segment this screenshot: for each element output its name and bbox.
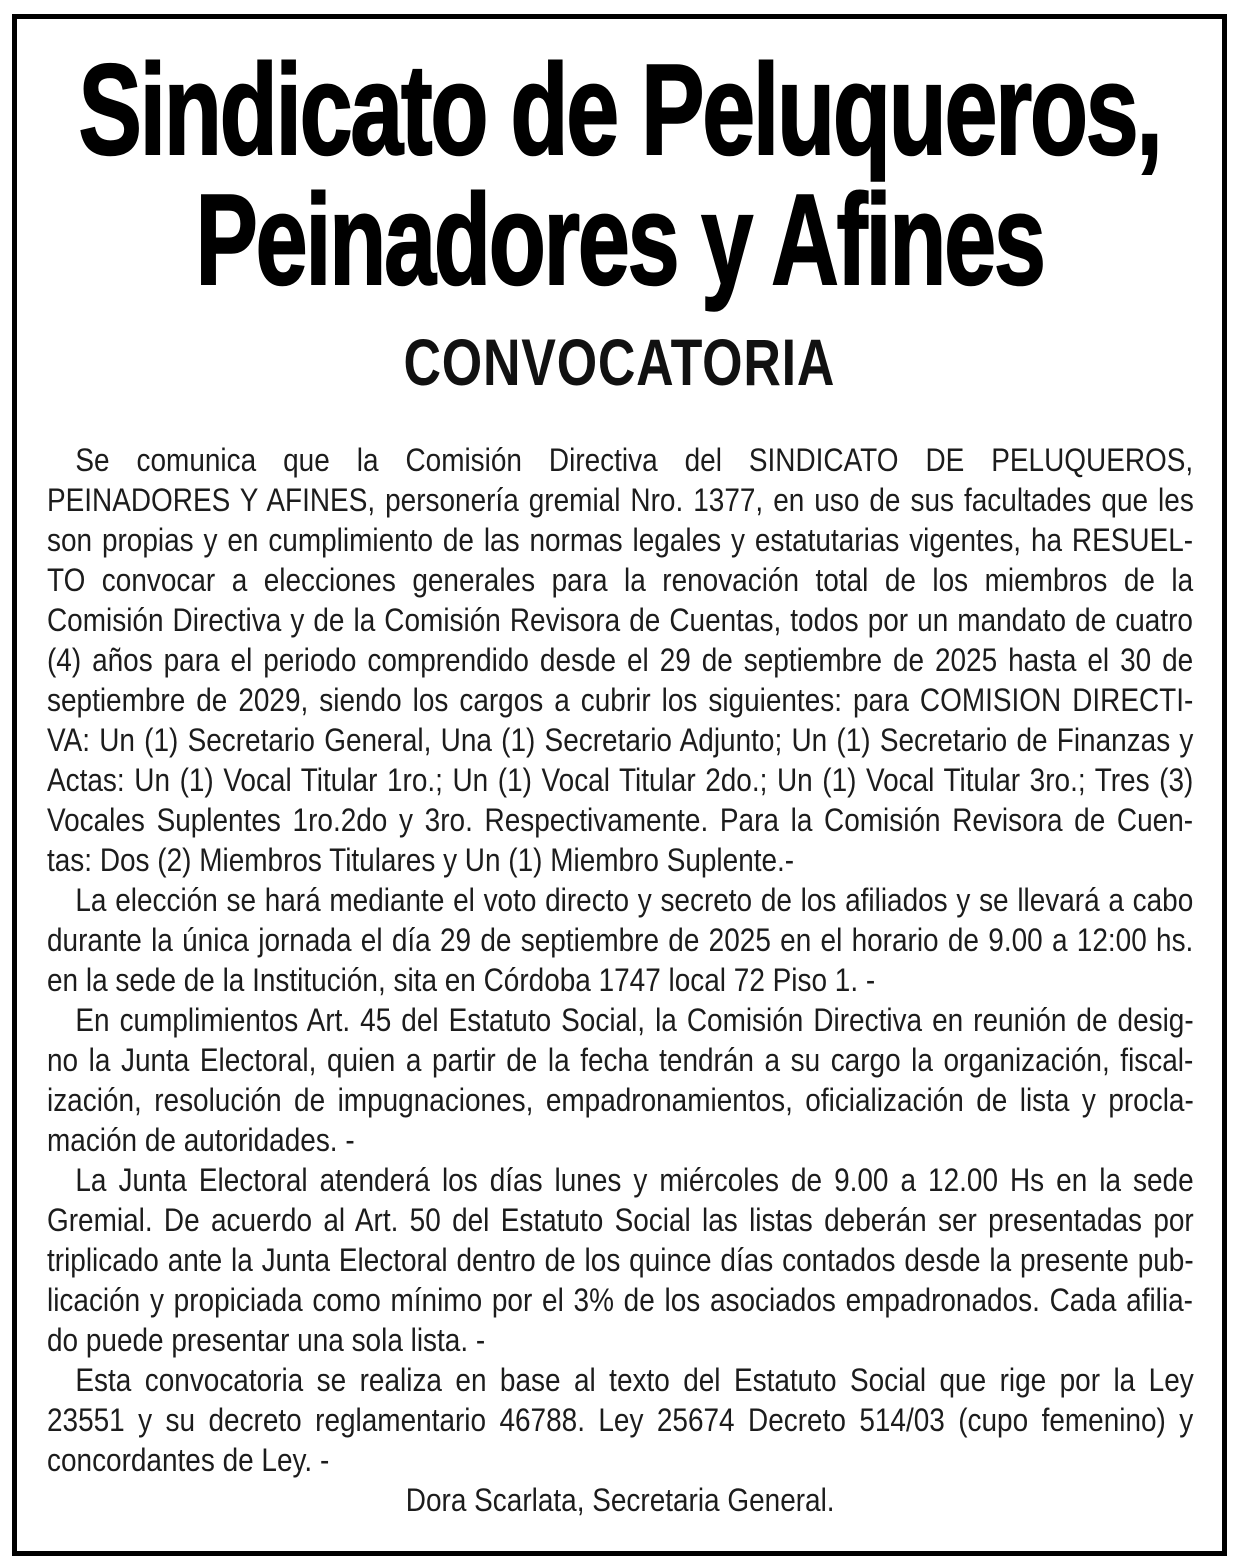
body-line bbox=[47, 640, 1193, 680]
body-line-text: (4) años para el periodo comprendido desde el 29 de septiembre de 2025 hasta el 30 de bbox=[47, 642, 1194, 678]
body-line bbox=[47, 1240, 1193, 1280]
body-line bbox=[47, 720, 1193, 760]
body-line bbox=[47, 1160, 1193, 1200]
body-line bbox=[47, 880, 1193, 920]
body-line-text: PEINADORES Y AFINES, personería gremial Nro. 1377, en uso de sus facultades que les bbox=[47, 482, 1194, 518]
body-line bbox=[47, 1080, 1193, 1120]
body-line-text: triplicado ante la Junta Electoral dentro de los quince días contados desde la presente pub- bbox=[47, 1242, 1194, 1278]
body-line bbox=[47, 1200, 1193, 1240]
body-line-text: do puede presentar una sola lista. - bbox=[47, 1322, 486, 1358]
body-line-text: no la Junta Electoral, quien a partir de la fecha tendrán a su cargo la organización, fiscal- bbox=[47, 1042, 1194, 1078]
title-row-1 bbox=[17, 38, 1222, 182]
title-row-2 bbox=[17, 168, 1222, 312]
body-line bbox=[47, 760, 1193, 800]
body-line bbox=[47, 560, 1193, 600]
body-line bbox=[47, 480, 1193, 520]
notice-title-line-2: Peinadores y Afines bbox=[195, 168, 1044, 312]
body-line-text: Esta convocatoria se realiza en base al texto del Estatuto Social que rige por la Ley bbox=[75, 1362, 1194, 1398]
body-line-text: La elección se hará mediante el voto directo y secreto de los afiliados y se llevará a cabo bbox=[75, 882, 1194, 918]
body-line-text: Actas: Un (1) Vocal Titular 1ro.; Un (1) Vocal Titular 2do.; Un (1) Vocal Titular 3ro.; Tres (3) bbox=[47, 762, 1194, 798]
body-line bbox=[47, 1400, 1193, 1440]
body-line bbox=[47, 1280, 1193, 1320]
body-line bbox=[47, 1040, 1193, 1080]
signature-text: Dora Scarlata, Secretaria General. bbox=[405, 1482, 835, 1518]
body-line-text: ización, resolución de impugnaciones, empadronamientos, oficialización de lista y procla- bbox=[47, 1082, 1194, 1118]
body-line-text: TO convocar a elecciones generales para la renovación total de los miembros de la bbox=[47, 562, 1194, 598]
body-line-text: mación de autoridades. - bbox=[47, 1122, 355, 1158]
notice-body-wrap bbox=[47, 440, 1193, 1520]
body-line bbox=[47, 1000, 1193, 1040]
body-line bbox=[47, 960, 1193, 1000]
notice-frame bbox=[12, 14, 1227, 1556]
body-line-text: en la sede de la Institución, sita en Córdoba 1747 local 72 Piso 1. - bbox=[47, 962, 876, 998]
body-line bbox=[47, 1320, 1193, 1360]
body-line bbox=[47, 840, 1193, 880]
notice-header bbox=[17, 38, 1222, 399]
body-line-text: En cumplimientos Art. 45 del Estatuto Social, la Comisión Directiva en reunión de desig- bbox=[75, 1002, 1194, 1038]
body-line-text: Se comunica que la Comisión Directiva del SINDICATO DE PELUQUEROS, bbox=[75, 442, 1194, 478]
body-line-text: son propias y en cumplimiento de las normas legales y estatutarias vigentes, ha RESUEL- bbox=[47, 522, 1194, 558]
body-line-text: tas: Dos (2) Miembros Titulares y Un (1) Miembro Suplente.- bbox=[47, 842, 795, 878]
body-line bbox=[47, 1440, 1193, 1480]
body-line bbox=[47, 1120, 1193, 1160]
body-line bbox=[47, 680, 1193, 720]
body-line-text: 23551 y su decreto reglamentario 46788. Ley 25674 Decreto 514/03 (cupo femenino) y bbox=[47, 1402, 1194, 1438]
notice-body bbox=[47, 440, 1193, 1480]
body-line bbox=[47, 520, 1193, 560]
body-line bbox=[47, 1360, 1193, 1400]
signature-line bbox=[47, 1480, 1193, 1520]
body-line-text: licación y propiciada como mínimo por el 3% de los asociados empadronados. Cada afilia- bbox=[47, 1282, 1193, 1318]
body-line bbox=[47, 600, 1193, 640]
body-line-text: La Junta Electoral atenderá los días lunes y miércoles de 9.00 a 12.00 Hs en la sede bbox=[75, 1162, 1194, 1198]
notice-title-line-1: Sindicato de Peluqueros, bbox=[78, 38, 1161, 182]
body-line-text: Gremial. De acuerdo al Art. 50 del Estatuto Social las listas deberán ser presentadas por bbox=[47, 1202, 1194, 1238]
body-line-text: Vocales Suplentes 1ro.2do y 3ro. Respectivamente. Para la Comisión Revisora de Cuen- bbox=[47, 802, 1194, 838]
body-line-text: Comisión Directiva y de la Comisión Revisora de Cuentas, todos por un mandato de cuatro bbox=[47, 602, 1193, 638]
body-line-text: concordantes de Ley. - bbox=[47, 1442, 330, 1478]
body-line bbox=[47, 920, 1193, 960]
body-line bbox=[47, 800, 1193, 840]
body-line bbox=[47, 440, 1193, 480]
body-line-text: durante la única jornada el día 29 de septiembre de 2025 en el horario de 9.00 a 12:00 hs. bbox=[47, 922, 1194, 958]
body-line-text: VA: Un (1) Secretario General, Una (1) Secretario Adjunto; Un (1) Secretario de Finanzas y bbox=[47, 722, 1194, 758]
body-line-text: septiembre de 2029, siendo los cargos a cubrir los siguientes: para COMISION DIRECTI- bbox=[47, 682, 1194, 718]
subtitle-row bbox=[17, 325, 1222, 399]
notice-subtitle: CONVOCATORIA bbox=[403, 325, 836, 399]
